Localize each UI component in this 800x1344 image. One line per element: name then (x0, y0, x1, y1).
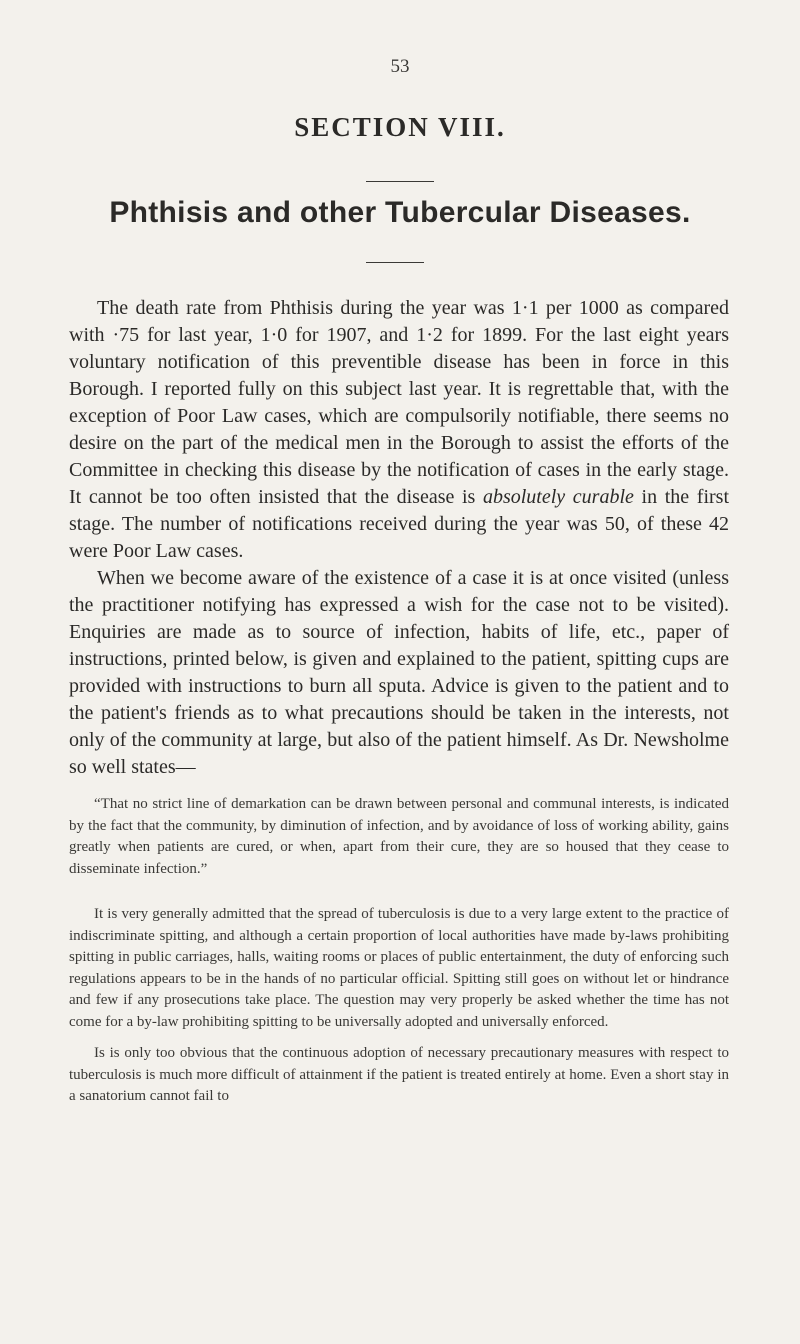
paragraph-death-rate (69, 295, 729, 565)
paragraph-sanatorium: Is is only too obvious that the continuous adoption of necessary precautionary measures with respect to tuberculosis is much more difficult of attainment if the patient is treated entirely at home. Even a short stay in a sanatorium cannot fail to (69, 1045, 729, 1104)
divider (366, 262, 424, 263)
divider (366, 181, 434, 182)
emphasis-text: absolutely curable (482, 486, 634, 508)
page-number: 53 (390, 56, 410, 77)
section-title: SECTION VIII. (294, 112, 506, 142)
paragraph-text: The death rate from Phthisis during the year was 1·1 per 1000 as compared with ·75 for last year, 1·0 for 1907, and 1·2 for 1899. For the last eight years voluntary notification of this preventible disease has been in force in this Borough. I reported fully on this subject last year. It is regrettable that, with the exception of Poor Law cases, which are compulsorily notifiable, there seems no desire on the part of the medical men in the Borough to assist the efforts of the Committee in checking this disease by the notification of cases in the early stage. It cannot be too often insisted that the disease is (69, 297, 729, 508)
paragraph-text: in the first stage. The number of notifications received during the year was 50, of these 42 were Poor Law cases. (69, 486, 729, 562)
paragraph-spitting: It is very generally admitted that the spread of tuberculosis is due to a very large extent to the practice of indiscriminate spitting, and although a certain proportion of local authorities have made by-laws prohibiting spitting in public carriages, halls, waiting rooms or places of public entertainment, the duty of enforcing such regulations appears to be in the hands of no particular official. Spitting still goes on without let or hindrance and few if any prosecutions take place. The question may very properly be asked whether the time has not come for a by-law prohibiting spitting to be universally adopted and universally enforced. (69, 906, 729, 1030)
page-title: Phthisis and other Tubercular Diseases. (109, 196, 691, 229)
block-quote: “That no strict line of demarkation can be drawn between personal and communal interests, is indicated by the fact that the community, by diminution of infection, and by avoidance of loss of working ability, gains greatly when patients are cured, or when, apart from their cure, they are so housed that they cease to disseminate infection.” (69, 796, 729, 877)
paragraph-visits (69, 565, 729, 781)
paragraph-text: When we become aware of the existence of a case it is at once visited (unless the practitioner notifying has expressed a wish for the case not to be visited). Enquiries are made as to source of infection, habits of life, etc., paper of instructions, printed below, is given and explained to the patient, spitting cups are provided with instructions to burn all sputa. Advice is given to the patient and to the patient's friends as to what precautions should be taken in the interests, not only of the community at large, but also of the patient himself. As Dr. Newsholme so well states— (69, 567, 729, 778)
